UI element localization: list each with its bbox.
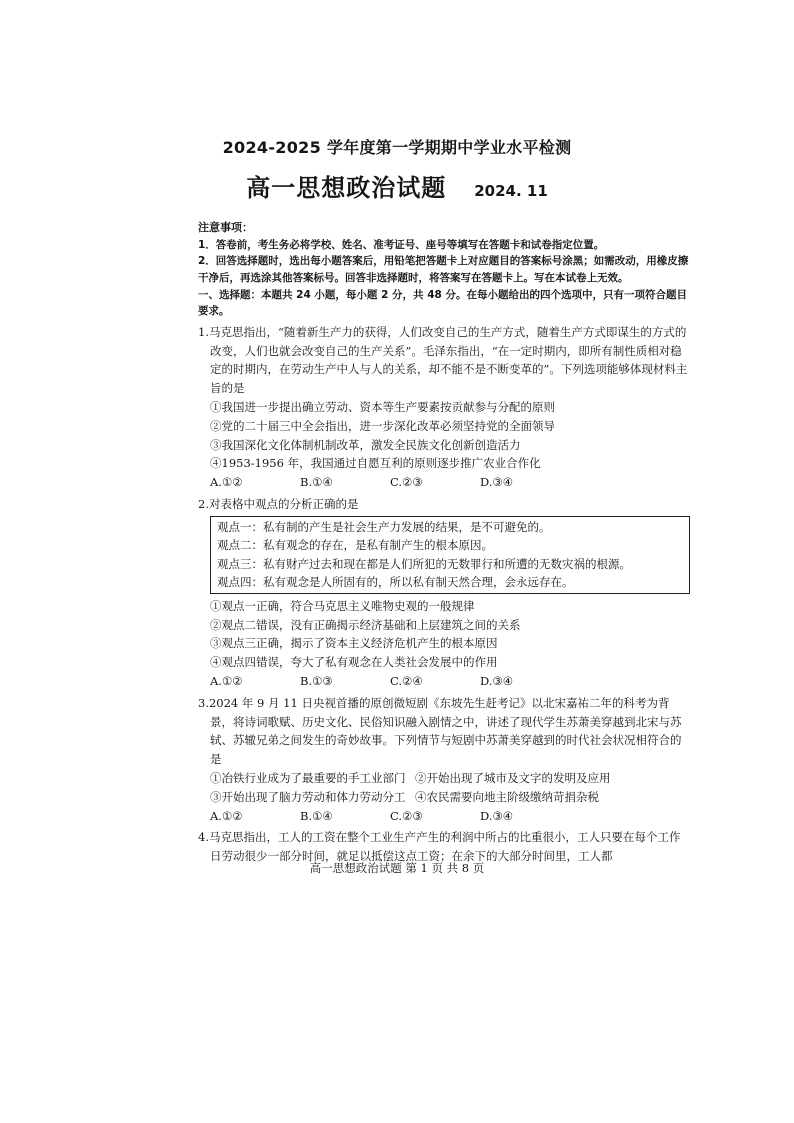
viewpoint-row: 观点二：私有观念的存在，是私有制产生的根本原因。 xyxy=(217,538,493,553)
notes-title: 注意事项： xyxy=(198,221,253,234)
choice-d: D.③④ xyxy=(480,673,514,688)
question-option: ②观点二错误，没有正确揭示经济基础和上层建筑之间的关系 xyxy=(210,617,521,632)
choice-a: A.①② xyxy=(210,808,243,823)
question-option: ④农民需要向地主阶级缴纳苛捐杂税 xyxy=(415,789,599,804)
option-grid xyxy=(198,769,690,807)
question-option: ②开始出现了城市及文字的发明及应用 xyxy=(415,770,611,785)
choice-d: D.③④ xyxy=(480,475,514,490)
question-option: ③观点三正确，揭示了资本主义经济危机产生的根本原因 xyxy=(210,636,498,651)
question-option: ①观点一正确，符合马克思主义唯物史观的一般规律 xyxy=(210,598,475,613)
question-2 xyxy=(198,495,690,691)
question-stem: 2.对表格中观点的分析正确的是 xyxy=(198,496,359,511)
viewpoint-row: 观点三：私有财产过去和现在都是人们所犯的无数罪行和所遭的无数灾祸的根源。 xyxy=(217,556,631,571)
viewpoint-row: 观点一：私有制的产生是社会生产力发展的结果，是不可避免的。 xyxy=(217,519,551,534)
question-1 xyxy=(198,323,690,492)
choice-b: B.①③ xyxy=(300,673,333,688)
question-3 xyxy=(198,694,690,826)
question-option: ①冶铁行业成为了最重要的手工业部门 xyxy=(210,770,406,785)
section-heading: 一、选择题：本题共 24 小题，每小题 2 分，共 48 分。在每小题给出的四个选项中，只有一项符合题目要求。 xyxy=(198,288,687,318)
choice-a: A.①② xyxy=(210,673,243,688)
title-row xyxy=(0,168,794,203)
choice-c: C.②③ xyxy=(390,475,423,490)
answer-choices xyxy=(198,807,690,826)
choice-a: A.①② xyxy=(210,475,243,490)
question-option: ④1953-1956 年，我国通过自愿互利的原则逐步推广农业合作化 xyxy=(210,456,541,471)
viewpoint-row: 观点四：私有观念是人所固有的，所以私有制天然合理，会永远存在。 xyxy=(217,575,574,590)
choice-d: D.③④ xyxy=(480,808,514,823)
question-stem: 1.马克思指出，“随着新生产力的获得，人们改变自己的生产方式，随着生产方式即谋生的方式的改变，人们也就会改变自己的生产关系”。毛泽东指出，“在一定时期内，即所有制性质相对稳定的时期内，在劳动生产中人与人的关系，却不能不是不断变革的”。下列选项能够体现材料主旨的是 xyxy=(198,324,688,396)
choice-b: B.①④ xyxy=(300,475,333,490)
exam-date: 2024. 11 xyxy=(474,182,548,200)
answer-choices xyxy=(198,473,690,492)
question-option: ③开始出现了脑力劳动和体力劳动分工 xyxy=(210,789,406,804)
question-option: ②党的二十届三中全会指出，进一步深化改革必须坚持党的全面领导 xyxy=(210,418,555,433)
question-stem: 4.马克思指出，工人的工资在整个工业生产产生的利润中所占的比重很小，工人只要在每个工作日劳动很少一部分时间，就足以抵偿这点工资；在余下的大部分时间里，工人都 xyxy=(198,830,681,864)
exam-content xyxy=(198,220,690,866)
choice-c: C.②③ xyxy=(390,808,423,823)
choice-c: C.②④ xyxy=(390,673,423,688)
question-option: ④观点四错误，夸大了私有观念在人类社会发展中的作用 xyxy=(210,655,498,670)
exam-subtitle: 2024-2025 学年度第一学期期中学业水平检测 xyxy=(222,138,572,157)
answer-choices xyxy=(198,672,690,691)
note-item: 1．答卷前，考生务必将学校、姓名、准考证号、座号等填写在答题卡和试卷指定位置。 xyxy=(198,238,605,251)
viewpoints-table xyxy=(210,516,690,594)
question-stem: 3.2024 年 9 月 11 日央视首播的原创微短剧《东坡先生赶考记》以北宋嘉祐二年的科考为背景，将诗词歌赋、历史文化、民俗知识融入剧情之中，讲述了现代学生苏萧美穿越到北宋与苏轼、苏辙兄弟之间发生的奇妙故事。下列情节与短剧中苏萧美穿越到的时代社会状况相符合的是 xyxy=(198,695,682,767)
question-option: ①我国进一步提出确立劳动、资本等生产要素按贡献参与分配的原则 xyxy=(210,399,555,414)
choice-b: B.①④ xyxy=(300,808,333,823)
exam-title: 高一思想政治试题 xyxy=(246,174,447,202)
question-option: ③我国深化文化体制机制改革，激发全民族文化创新创造活力 xyxy=(210,437,521,452)
page-footer: 高一思想政治试题 第 1 页 共 8 页 xyxy=(309,861,485,875)
note-item: 2．回答选择题时，选出每小题答案后，用铅笔把答题卡上对应题目的答案标号涂黑；如需改动，用橡皮擦干净后，再选涂其他答案标号。回答非选择题时，将答案写在答题卡上。写在本试卷上无效。 xyxy=(198,255,689,284)
